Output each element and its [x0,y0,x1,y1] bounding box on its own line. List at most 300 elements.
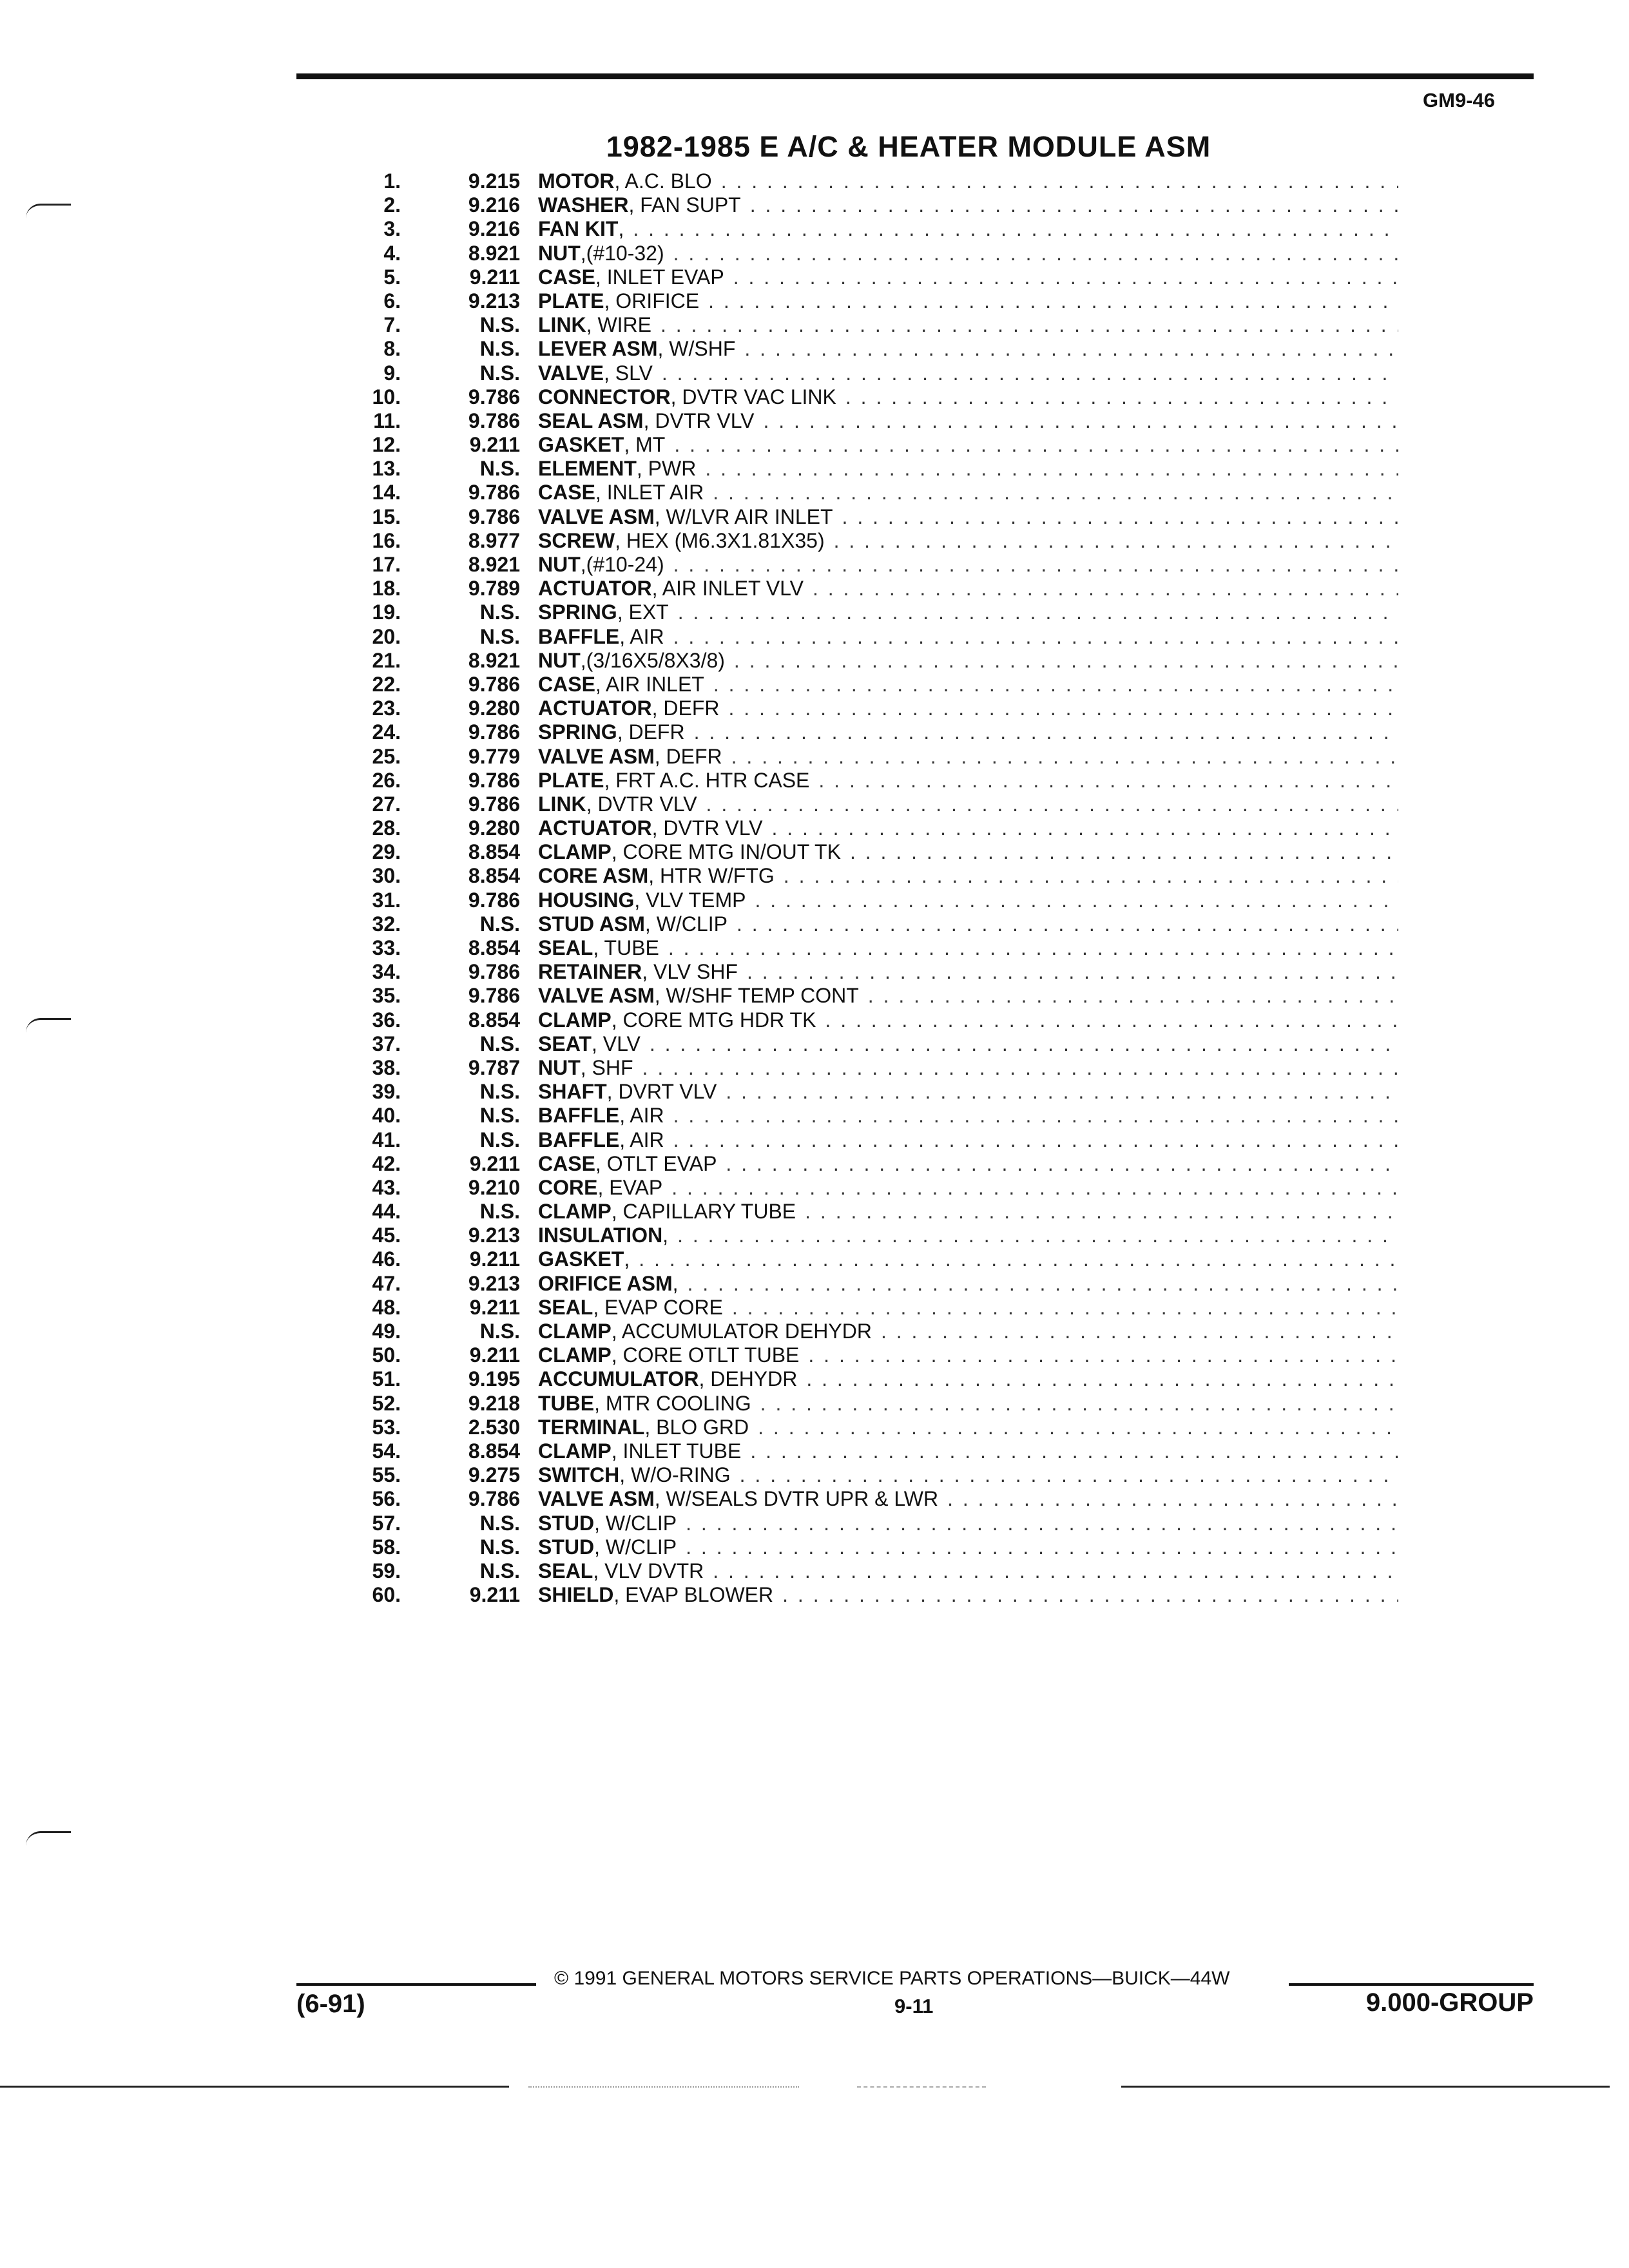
margin-mark [26,1018,71,1033]
item-number: 43. [372,1175,401,1199]
part-row [348,1320,1398,1343]
part-name: CASE [538,672,595,696]
group-number: N.S. [479,1104,520,1128]
dot-leader [713,1559,1398,1583]
part-description [538,193,1398,217]
part-name: BAFFLE [538,1104,620,1128]
part-row [348,1176,1398,1200]
group-number: 9.275 [468,1463,520,1487]
item-number: 10. [372,385,401,408]
dot-leader [842,505,1398,529]
dot-leader [808,1343,1398,1367]
item-number: 37. [372,1032,401,1055]
dot-leader [806,1367,1398,1391]
item-number: 11. [373,408,401,432]
part-row [348,193,1398,217]
dot-leader [726,1152,1398,1176]
part-description [538,864,1398,888]
dot-leader [673,1104,1398,1128]
dot-leader [732,1296,1398,1320]
item-number: 15. [372,505,401,528]
part-row [348,1152,1398,1176]
page-code: GM9-46 [1423,89,1495,111]
part-detail: ,(#10-32) [580,241,664,265]
part-name: NUT [538,241,581,265]
part-row [348,745,1398,769]
part-detail: , HTR W/FTG [648,864,775,888]
part-description [538,1487,1398,1511]
part-detail: , W/SHF TEMP CONT [654,984,859,1008]
group-number: 9.789 [468,577,520,601]
part-row [348,577,1398,601]
bottom-rule [528,2086,799,2088]
item-number: 25. [372,744,401,768]
dot-leader [784,864,1398,888]
parts-list [348,169,1398,1607]
part-detail: , EXT [617,601,669,624]
part-name: MOTOR [538,169,615,193]
group-number: 9.195 [468,1367,520,1391]
group-number: N.S. [479,624,520,648]
part-row [348,1439,1398,1463]
part-name: WASHER [538,193,629,217]
dot-leader [678,601,1398,624]
item-number: 3. [383,217,401,241]
part-detail: , SLV [603,361,653,385]
part-name: CASE [538,1151,595,1175]
part-name: STUD [538,1535,595,1559]
part-detail: , INLET AIR [595,481,704,505]
part-description [538,361,1398,385]
part-description [538,457,1398,481]
item-number: 36. [372,1008,401,1032]
group-number: 9.211 [469,1247,520,1271]
dot-leader [740,1463,1398,1487]
dot-leader [713,673,1398,697]
item-number: 1. [383,169,401,193]
part-row [348,1080,1398,1104]
dot-leader [947,1487,1398,1511]
part-row [348,673,1398,697]
part-row [348,1200,1398,1224]
part-detail: , W/SEALS DVTR UPR & LWR [654,1487,939,1511]
part-description [538,984,1398,1008]
group-number: 9.213 [468,289,520,312]
part-description [538,1320,1398,1343]
header-rule [296,73,1534,79]
item-number: 32. [372,912,401,936]
part-row [348,889,1398,912]
part-row [348,1463,1398,1487]
part-name: SEAT [538,1032,592,1055]
part-detail: , ACCUMULATOR DEHYDR [611,1320,872,1343]
part-row [348,1008,1398,1032]
part-row [348,1535,1398,1559]
part-description [538,1583,1398,1607]
part-row [348,1056,1398,1080]
item-number: 27. [372,792,401,816]
group-number: N.S. [479,1511,520,1535]
part-name: CONNECTOR [538,385,671,408]
part-detail: , FRT A.C. HTR CASE [604,768,810,792]
group-number: N.S. [479,1559,520,1582]
item-number: 39. [372,1080,401,1104]
part-detail: , [672,1271,679,1295]
dot-leader [686,1535,1398,1559]
part-detail: , SHF [580,1055,633,1079]
part-row [348,1224,1398,1247]
part-name: TUBE [538,1391,595,1415]
part-description [538,1128,1398,1152]
part-detail: , W/CLIP [594,1511,677,1535]
part-row [348,625,1398,649]
item-number: 55. [372,1463,401,1487]
part-row [348,1392,1398,1416]
part-description [538,313,1398,337]
part-description [538,840,1398,864]
part-name: ACTUATOR [538,697,652,720]
part-description [538,337,1398,361]
part-name: CASE [538,265,595,289]
part-name: RETAINER [538,960,642,984]
dot-leader [674,433,1398,457]
dot-leader [694,720,1398,744]
item-number: 7. [383,313,401,337]
item-number: 31. [372,888,401,912]
part-name: VALVE ASM [538,984,655,1008]
dot-leader [686,1512,1398,1535]
part-description [538,265,1398,289]
part-detail: , TUBE [593,936,659,959]
part-row [348,1272,1398,1296]
part-detail: , MT [624,433,666,457]
group-number: N.S. [479,313,520,337]
bottom-rule [1121,2086,1610,2088]
part-description [538,960,1398,984]
dot-leader [771,816,1398,840]
dot-leader [750,193,1398,217]
group-number: N.S. [479,601,520,624]
group-number: 9.213 [468,1271,520,1295]
item-number: 26. [372,768,401,792]
part-detail: , CORE MTG IN/OUT TK [611,840,841,864]
part-description [538,1463,1398,1487]
copyright-notice: © 1991 GENERAL MOTORS SERVICE PARTS OPERATIONS—BUICK—44W [554,1968,1230,1989]
part-description [538,745,1398,769]
group-number: 2.530 [468,1415,520,1439]
part-name: TERMINAL [538,1415,645,1439]
part-row [348,960,1398,984]
part-name: GASKET [538,1247,624,1271]
group-number: 8.854 [468,864,520,888]
dot-leader [845,385,1398,409]
part-description [538,673,1398,697]
dot-leader [687,1272,1398,1296]
part-row [348,361,1398,385]
dot-leader [706,793,1398,816]
group-number: 9.786 [468,960,520,984]
part-detail: , VLV DVTR [593,1559,704,1582]
group-number: 9.215 [468,169,520,193]
item-number: 9. [383,361,401,385]
part-description [538,649,1398,673]
group-number: 9.210 [468,1175,520,1199]
group-number: N.S. [479,1032,520,1055]
item-number: 41. [372,1128,401,1151]
part-name: SEAL ASM [538,408,644,432]
part-name: SHAFT [538,1080,607,1104]
part-detail: , AIR INLET [595,672,704,696]
part-description [538,1224,1398,1247]
dot-leader [713,481,1398,505]
dot-leader [668,936,1398,960]
group-number: 9.786 [468,984,520,1008]
group-number: 9.280 [468,697,520,720]
part-detail: , [624,1247,630,1271]
item-number: 13. [372,457,401,481]
item-number: 33. [372,936,401,959]
part-row [348,816,1398,840]
group-number: 9.786 [468,720,520,744]
part-detail: , AIR INLET VLV [651,577,804,601]
part-name: NUT [538,1055,581,1079]
group-number: N.S. [479,1320,520,1343]
part-detail: , WIRE [586,313,651,337]
part-name: SHIELD [538,1583,614,1607]
item-number: 2. [383,193,401,217]
part-name: SEAL [538,936,593,959]
part-row [348,1296,1398,1320]
dot-leader [728,697,1398,720]
part-name: ACCUMULATOR [538,1367,699,1391]
part-detail: , DEFR [651,697,720,720]
item-number: 21. [372,648,401,672]
part-detail: ,(#10-24) [580,553,664,576]
group-number: 9.280 [468,816,520,840]
part-name: CLAMP [538,1343,612,1367]
part-row [348,769,1398,793]
item-number: 54. [372,1439,401,1463]
part-row [348,217,1398,241]
dot-leader [868,984,1398,1008]
part-description [538,769,1398,793]
part-row [348,984,1398,1008]
part-description [538,1296,1398,1320]
part-name: STUD [538,1511,595,1535]
group-number: 9.786 [468,768,520,792]
dot-leader [671,1176,1398,1200]
part-row [348,1416,1398,1439]
part-description [538,1152,1398,1176]
margin-mark [26,1831,71,1846]
item-number: 29. [372,840,401,864]
part-description [538,1439,1398,1463]
part-description [538,1247,1398,1271]
part-detail: , A.C. BLO [614,169,712,193]
dot-leader [726,1080,1398,1104]
dot-leader [662,361,1398,385]
bottom-rule [857,2086,986,2088]
part-name: CORE [538,1175,598,1199]
part-name: CLAMP [538,1439,612,1463]
part-name: CLAMP [538,840,612,864]
part-row [348,912,1398,936]
part-description [538,1056,1398,1080]
part-row [348,936,1398,960]
part-row [348,1128,1398,1152]
part-name: PLATE [538,768,604,792]
item-number: 58. [372,1535,401,1559]
item-number: 30. [372,864,401,888]
dot-leader [881,1320,1398,1343]
part-row [348,601,1398,624]
group-number: N.S. [479,1128,520,1151]
part-description [538,1176,1398,1200]
part-name: NUT [538,648,581,672]
item-number: 60. [372,1583,401,1607]
part-row [348,1487,1398,1511]
item-number: 24. [372,720,401,744]
item-number: 57. [372,1511,401,1535]
part-row [348,265,1398,289]
dot-leader [763,409,1398,433]
group-number: 9.211 [469,1583,520,1607]
part-row [348,433,1398,457]
part-row [348,864,1398,888]
item-number: 4. [383,241,401,265]
part-description [538,1392,1398,1416]
group-number: 8.921 [468,241,520,265]
part-name: SCREW [538,528,615,552]
group-number: N.S. [479,361,520,385]
item-number: 23. [372,697,401,720]
dot-leader [755,889,1398,912]
dot-leader [673,553,1398,577]
group-number: 9.787 [468,1055,520,1079]
part-detail: , FAN SUPT [628,193,741,217]
part-row [348,529,1398,553]
part-detail: , W/CLIP [644,912,728,936]
group-number: 8.854 [468,840,520,864]
bottom-rule [0,2086,509,2088]
part-detail: , EVAP [597,1175,663,1199]
part-row [348,481,1398,505]
part-detail: , DVTR VLV [586,792,697,816]
part-name: ACTUATOR [538,577,652,601]
part-row [348,313,1398,337]
part-name: SEAL [538,1559,593,1582]
part-name: CLAMP [538,1320,612,1343]
part-description [538,577,1398,601]
dot-leader [805,1200,1398,1224]
part-detail: , HEX (M6.3X1.81X35) [615,528,825,552]
part-detail: , W/O-RING [619,1463,731,1487]
group-number: 9.786 [468,672,520,696]
part-detail: , [618,217,624,241]
page-title: 1982-1985 E A/C & HEATER MODULE ASM [606,130,1211,163]
dot-leader [744,337,1398,361]
item-number: 44. [372,1200,401,1224]
dot-leader [677,1224,1398,1247]
dot-leader [825,1008,1398,1032]
part-row [348,169,1398,193]
group-number: 9.786 [468,888,520,912]
dot-leader [650,1032,1398,1056]
dot-leader [633,217,1398,241]
part-row [348,1247,1398,1271]
part-detail: , VLV TEMP [634,888,746,912]
group-number: 9.216 [468,193,520,217]
part-row [348,840,1398,864]
part-detail: , INLET EVAP [595,265,724,289]
dot-leader [733,265,1398,289]
part-name: VALVE [538,361,604,385]
item-number: 47. [372,1271,401,1295]
part-name: CLAMP [538,1200,612,1224]
part-row [348,457,1398,481]
group-number: N.S. [479,1535,520,1559]
part-name: PLATE [538,289,604,312]
part-description [538,385,1398,409]
dot-leader [834,529,1398,553]
item-number: 40. [372,1104,401,1128]
item-number: 6. [383,289,401,312]
dot-leader [760,1392,1398,1416]
item-number: 17. [372,553,401,576]
item-number: 5. [383,265,401,289]
part-description [538,601,1398,624]
dot-leader [737,912,1398,936]
part-description [538,1367,1398,1391]
part-description [538,720,1398,744]
part-name: HOUSING [538,888,635,912]
part-detail: , DEHYDR [699,1367,798,1391]
part-detail: , W/SHF [657,337,736,361]
part-detail: , PWR [636,457,697,481]
part-name: ORIFICE ASM [538,1271,673,1295]
item-number: 38. [372,1055,401,1079]
item-number: 14. [372,481,401,505]
part-detail: , DEFR [617,720,685,744]
part-name: VALVE ASM [538,1487,655,1511]
group-number: 9.211 [469,265,520,289]
dot-leader [850,840,1398,864]
item-number: 42. [372,1151,401,1175]
part-description [538,793,1398,816]
part-detail: ,(3/16X5/8X3/8) [580,648,725,672]
dot-leader [731,745,1398,769]
part-description [538,169,1398,193]
part-name: SPRING [538,601,617,624]
group-number: N.S. [479,1080,520,1104]
part-description [538,1512,1398,1535]
group-number: 9.786 [468,481,520,505]
item-number: 12. [372,433,401,457]
part-name: LEVER ASM [538,337,658,361]
part-description [538,1416,1398,1439]
part-detail: , AIR [619,624,664,648]
part-detail: , VLV [591,1032,641,1055]
dot-leader [721,169,1398,193]
part-description [538,625,1398,649]
item-number: 18. [372,577,401,601]
item-number: 48. [372,1295,401,1319]
part-description [538,1104,1398,1128]
part-description [538,889,1398,912]
part-detail: , OTLT EVAP [595,1151,717,1175]
item-number: 49. [372,1320,401,1343]
part-name: SEAL [538,1295,593,1319]
